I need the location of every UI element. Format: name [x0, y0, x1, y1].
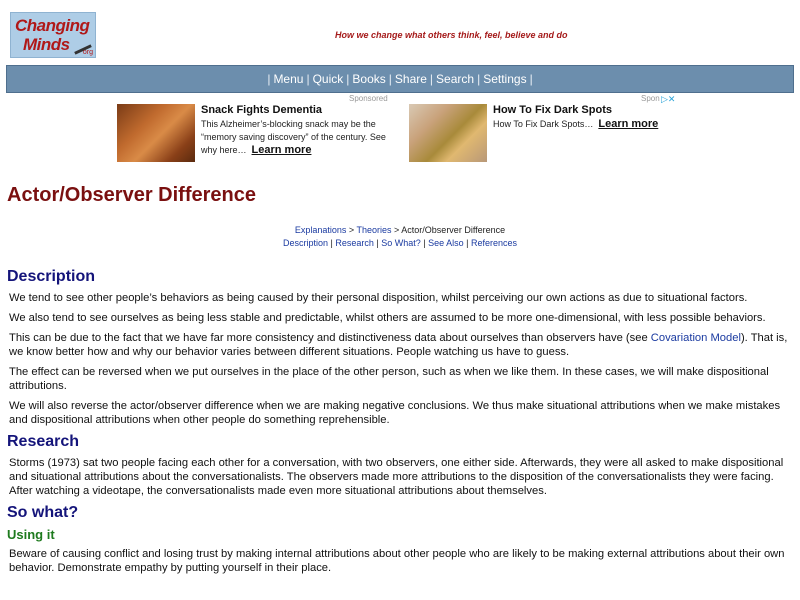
ad2-learn-more-link[interactable]: Learn more [598, 118, 659, 130]
description-paragraph-4: The effect can be reversed when we put ourselves in the place of the other person, such as when we like them. In these cases, we will make dispositional attributions. [9, 366, 769, 392]
section-link-see-also[interactable]: See Also [428, 238, 464, 248]
breadcrumb [0, 224, 800, 250]
description-paragraph-3: This can be due to the fact that we have far more consistency and distinctiveness data about ourselves than observers have (see Covariation Model). That is, we know better how and why our behavior varies between different situations. People watching us have to guess. [9, 332, 788, 358]
main-content [7, 268, 792, 581]
site-logo[interactable] [10, 12, 96, 58]
section-link-so-what[interactable]: So What? [381, 238, 421, 248]
sponsored-label-right: Spon [641, 94, 660, 103]
description-paragraph-5: We will also reverse the actor/observer difference when we are making negative conclusions. We thus make situational attributions when we make mistakes and dispositional attributions when other people do something reprehensible. [9, 400, 781, 426]
ad2-description-text: How To Fix Dark Spots… [493, 119, 594, 129]
main-nav: | Menu | Quick | Books | Share | Search | Settings | [6, 65, 794, 93]
nav-quick[interactable]: Quick [312, 72, 344, 86]
research-paragraph-1: Storms (1973) sat two people facing each other for a conversation, with two observers, one either side. Afterwards, they were all asked to make dispositional and situational attributions about the conversationalists. The observers made more attributions to the disposition of the conversationalists they were facing. After watching a videotape, the conversationalists made even more situational attributions about themselves. [9, 457, 784, 497]
ad1-title[interactable]: Snack Fights Dementia [201, 104, 323, 116]
logo-text-changing: Changing [15, 16, 90, 35]
nav-share[interactable]: Share [394, 72, 427, 86]
ad1-learn-more-link[interactable]: Learn more [251, 144, 312, 156]
description-paragraph-2: We also tend to see ourselves as being less stable and predictable, whilst others are assumed to be more one-dimensional, with less possible behaviors. [9, 312, 766, 324]
nav-books[interactable]: Books [352, 72, 386, 86]
page-title: Actor/Observer Difference [7, 184, 256, 206]
section-link-references[interactable]: References [470, 238, 518, 248]
section-links: Description | Research | So What? | See Also | References [282, 238, 518, 248]
nav-settings[interactable]: Settings [483, 72, 527, 86]
logo-suffix: org [82, 49, 93, 56]
ad2-title[interactable]: How To Fix Dark Spots [493, 104, 612, 116]
site-header [0, 0, 800, 64]
nav-search[interactable]: Search [436, 72, 475, 86]
breadcrumb-current: Actor/Observer Difference [401, 225, 506, 235]
description-paragraph-1: We tend to see other people’s behaviors as being caused by their personal disposition, whilst perceiving our own actions as due to situational factors. [9, 292, 748, 304]
breadcrumb-theories[interactable]: Theories [356, 225, 392, 235]
sponsored-label: Sponsored [349, 94, 388, 103]
nav-menu[interactable]: Menu [273, 72, 304, 86]
sponsored-ads [0, 94, 800, 164]
research-heading: Research [7, 433, 80, 450]
ad1-image[interactable] [117, 104, 195, 162]
section-link-description[interactable]: Description [282, 238, 329, 248]
ad1-description-text: This Alzheimer’s-blocking snack may be the “memory saving discovery” of the century. See why here… [201, 119, 386, 155]
site-tagline: How we change what others think, feel, believe and do [335, 30, 568, 40]
breadcrumb-explanations[interactable]: Explanations [294, 225, 347, 235]
so-what-heading: So what? [7, 504, 79, 521]
ad2-description[interactable] [493, 118, 683, 131]
using-it-subheading: Using it [7, 527, 55, 542]
adchoices-icon[interactable]: ▷✕ [661, 94, 676, 104]
so-what-paragraph-1: Beware of causing conflict and losing trust by making internal attributions about other people who are likely to be making external attributions about their own behavior. Demonstrate empathy by putting yourself in their place. [9, 548, 785, 574]
ad2-image[interactable] [409, 104, 487, 162]
description-heading: Description [7, 268, 96, 285]
section-link-research[interactable]: Research [335, 238, 374, 248]
logo-text-minds: Minds [23, 35, 70, 54]
covariation-model-link[interactable]: Covariation Model [650, 332, 741, 344]
ad1-description[interactable] [201, 118, 391, 157]
breadcrumb-trail: Explanations > Theories > Actor/Observer Difference [294, 225, 506, 235]
